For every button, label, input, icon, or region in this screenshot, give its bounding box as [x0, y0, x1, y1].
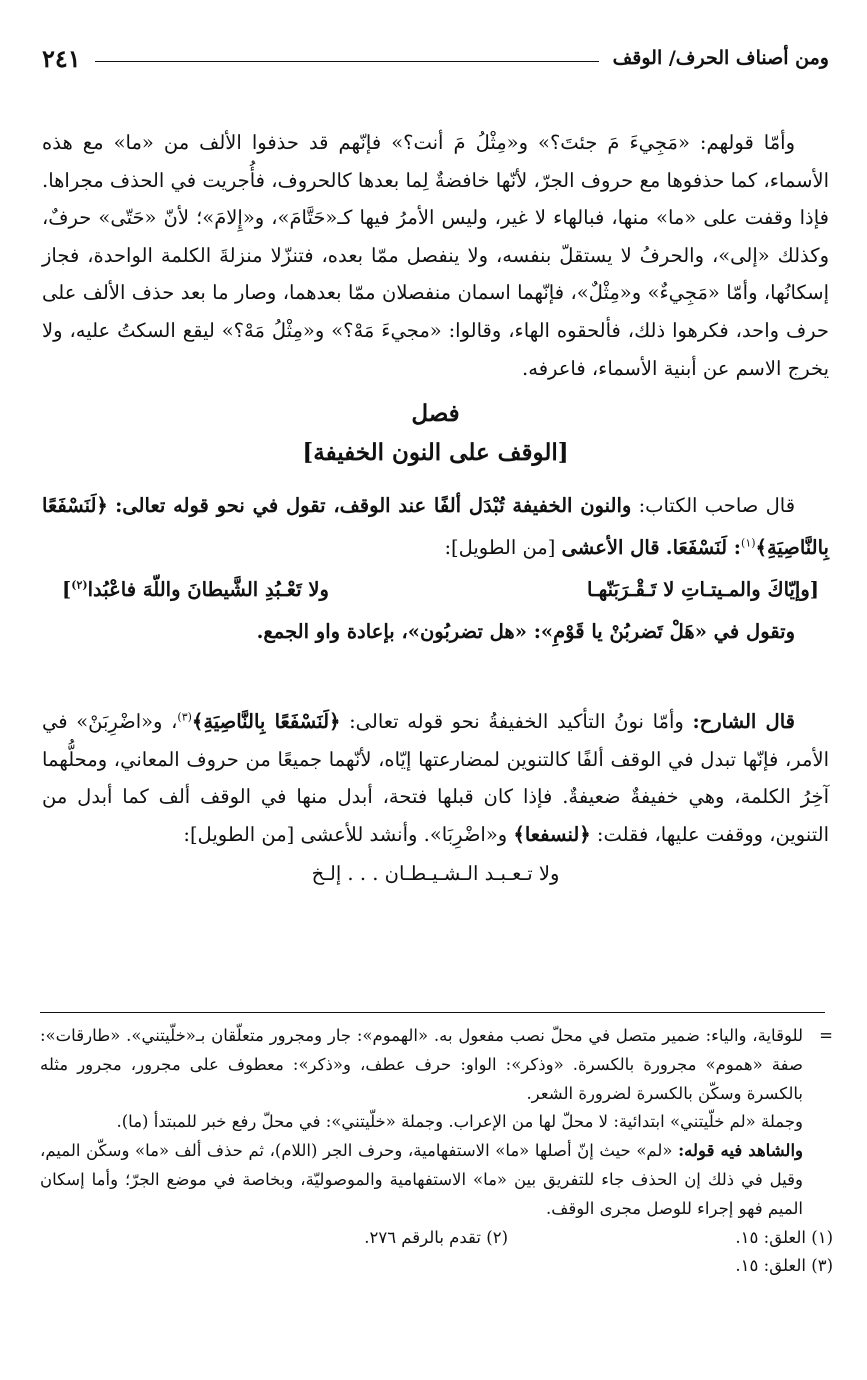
footnote-paragraph-3: [40, 1137, 833, 1223]
footnote-row-1: [40, 1224, 833, 1253]
header-rule: [95, 61, 599, 62]
footnote-text: تقدم بالرقم ٢٧٦.: [364, 1227, 481, 1247]
footnote-item-2: [364, 1224, 508, 1253]
footnotes: [40, 1022, 833, 1281]
footnote-row-2: [40, 1252, 833, 1281]
poet-intro: قال الأعشى: [561, 536, 660, 560]
footnote-shahid-label: والشاهد فيه قوله:: [678, 1141, 804, 1161]
spacer: [42, 653, 829, 703]
matn-text-1: والنون الخفيفة تُبْدَل ألفًا عند الوقف، تقول في نحو قوله تعالى:: [115, 494, 632, 518]
matn-paragraph: [42, 485, 829, 569]
running-title: ومن أصناف الحرف/ الوقف: [612, 47, 829, 69]
matn-text-2: : لَنَسْفَعَا.: [665, 536, 742, 560]
sharh-verse: ولا تـعـبـد الـشـيـطـان . . . إلـخ: [311, 861, 560, 885]
verse-close-bracket: ]: [62, 578, 72, 602]
footnote-shahid-text: «لم» حيث إنّ أصلها «ما» الاستفهامية، وحرف الجر (اللام)، ثم حذف ألف «ما» وسكّن الميم، وقيل في ذلك إن الحذف جاء للتفريق بين «ما» الاستفهامية والموصوليّة، وبخاصة في موضع الجرّ؛ وأما إسكان الميم فهو إجراء للوصل مجرى الوقف.: [40, 1141, 803, 1218]
footnote-number: (٢): [486, 1227, 508, 1247]
footnote-number: (١): [811, 1227, 833, 1247]
matn-text-3: وتقول في «هَلْ تَضربُنْ يا قَوْمِ»: «هل تضربُون»، بإعادة واو الجمع.: [256, 620, 795, 644]
sharh-text-1: وأمّا نونُ التأكيد الخفيفةُ نحو قوله تعالى:: [349, 710, 684, 734]
continuation-mark: =: [819, 1026, 833, 1045]
intro-paragraph: وأمّا قولهم: «مَجِيءَ مَ جئتَ؟» و«مِثْلُ مَ أنت؟» فإنّهم قد حذفوا الألف من «ما» مع هذه الأسماء، كما حذفوها مع حروف الجرّ، لأنّها خافضةٌ لِما بعدها كالحروف، فأُجريت في الحذف مجراها. فإذا وقفت على «ما» منها، فبالهاء لا غير، وليس الأمرُ فيها كـ«حَتَّامَ»، و«إِلامَ»؛ لأنّ «حَتّى» حرفٌ، وكذلك «إلى»، والحرفُ لا يستقلّ بنفسه، ولا ينفصل ممّا بعده، فتنزّلا منزلةَ الكلمة الواحدة، فجاز إسكانُها، وأمّا «مَجِيءٌ» و«مِثْلٌ»، فإنّهما اسمان منفصلان ممّا بعدهما، وصار ما بعد حذف الألف على حرف واحد، فكرهوا ذلك، فألحقوه الهاء، وقالوا: «مجيءَ مَهْ؟» و«مِثْلُ مَهْ؟» ليقع السكتُ عليه، ولا يخرج الاسم عن أبنية الأسماء، فاعرفه.: [42, 131, 829, 380]
section-subheading: [الوقف على النون الخفيفة]: [302, 439, 569, 467]
footnote-text: العلق: ١٥.: [735, 1256, 806, 1276]
sharh-paragraph: [42, 703, 829, 853]
footnote-text: العلق: ١٥.: [735, 1227, 806, 1247]
footnote-item-3: [735, 1252, 833, 1281]
footnote-continued-text: للوقاية، والياء: ضمير متصل في محلّ نصب مفعول به. «الهموم»: جار ومجرور متعلّقان بـ«خلّيتني». «طارقات»: صفة «هموم» مجرورة بالكسرة. «وذكر»: الواو: حرف عطف، و«ذكر»: معطوف على مجرور، مجرور مثله بالكسرة وسكّن بالكسرة لضرورة الشعر.: [40, 1026, 803, 1103]
sharh-label: قال الشارح:: [692, 710, 795, 734]
footnote-number: (٣): [811, 1256, 833, 1276]
sharh-text-3: و«اضْرِبَا». وأنشد للأعشى [من الطويل]:: [183, 822, 508, 846]
footnote-separator: [40, 1012, 825, 1013]
sharh-text-2: ، و«اضْرِبَنْ» في الأمر، فإنّها تبدل في الوقف ألفًا كالتنوين لمضارعتها إيّاه، لأنّهما جميعًا من حروف المعاني، ومحلُّهما آخِرُ الكلمة، وهي خفيفةٌ ضعيفةٌ. فإذا كان قبلها فتحة، أبدل منها في الوقف ألف كما أبدل من التنوين، ووقفت عليها، فقلت:: [42, 710, 829, 846]
footnote-paragraph-2: وجملة «لم خلّيتني» ابتدائية: لا محلّ لها من الإعراب. وجملة «خلّيتني»: في محلّ رفع خبر للمبتدأ (ما).: [116, 1112, 803, 1132]
quran-quote-3: ﴿لنسفعا﴾: [513, 822, 591, 846]
footnote-continued: [40, 1022, 833, 1108]
poetry-verse: [42, 569, 829, 611]
verse-first-hemistich: [وإيّاكَ والمـيتـاتِ لا تَـقْـرَبَنّهـا: [587, 578, 819, 602]
page-number: ٢٤١: [42, 43, 81, 73]
verse-second-hemistich: [62, 569, 329, 611]
verse-second-text: ولا تَعْـبُدِ الشَّيطانَ واللّهَ فاعْبُدا: [87, 578, 329, 602]
section-heading: فصل: [411, 400, 460, 428]
footnote-ref-1: (١): [741, 536, 756, 550]
page-header: [42, 38, 829, 78]
quran-quote-2: ﴿لَنَسْفَعًا بِالنَّاصِيَةِ﴾: [191, 710, 341, 734]
verse-meter: [من الطويل]:: [444, 536, 556, 560]
footnote-ref-2: (٢): [71, 578, 88, 592]
footnote-ref-3: (٣): [177, 710, 192, 724]
matn-intro: قال صاحب الكتاب:: [638, 494, 796, 518]
footnote-item-1: [508, 1224, 833, 1253]
quran-quote-1: ﴿لَنَسْفَعًا بِالنَّاصِيَةِ﴾: [42, 494, 829, 560]
